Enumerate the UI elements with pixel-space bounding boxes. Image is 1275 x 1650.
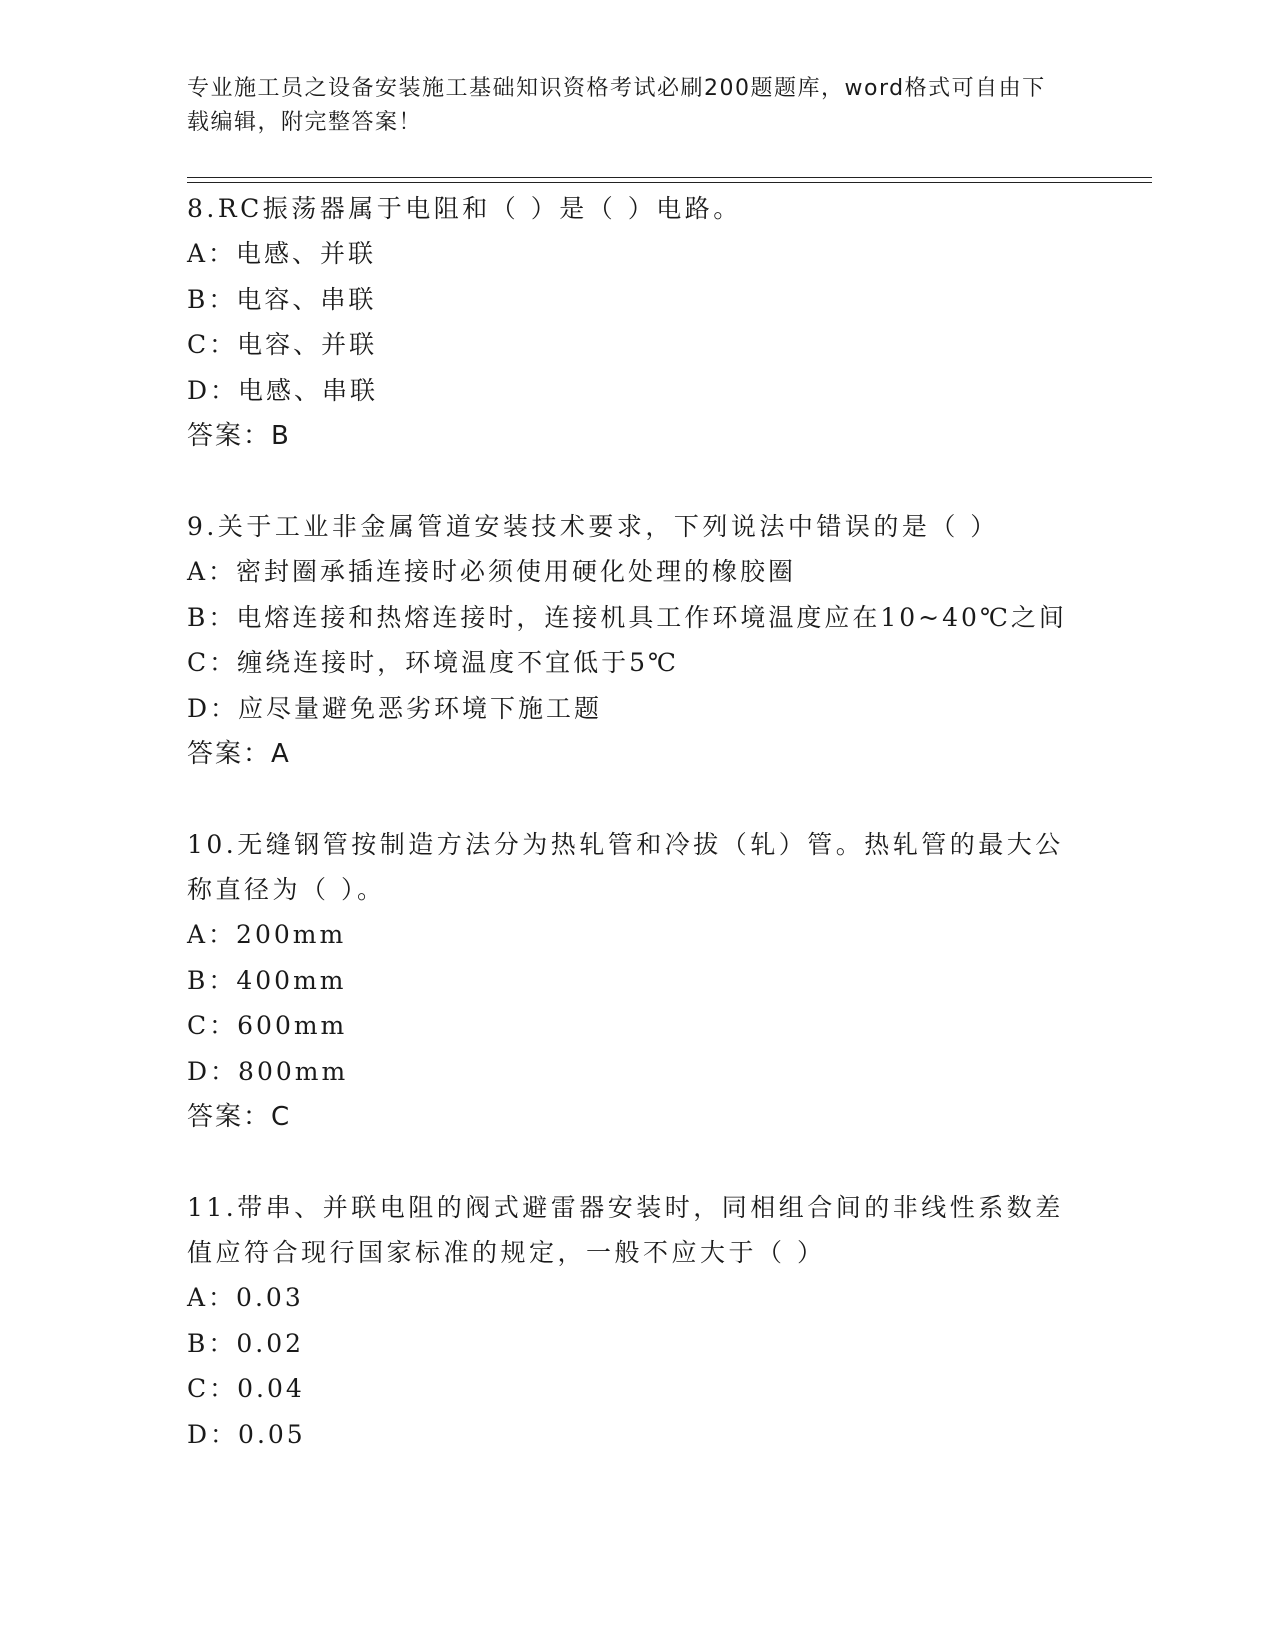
question-9 [187,504,1087,777]
answer-line: 答案：B [187,421,291,451]
option-b: B：电容、串联 [187,284,377,314]
question-11 [187,1185,1087,1457]
question-8 [187,186,1087,459]
question-stem: 9.关于工业非金属管道安装技术要求，下列说法中错误的是（ ） [187,512,999,541]
option-d: D：应尽量避免恶劣环境下施工题 [187,693,603,723]
option-b: B：400mm [187,965,347,995]
option-d: D：电感、串联 [187,375,379,405]
answer-line: 答案：A [187,739,291,769]
option-b: B：电熔连接和热熔连接时，连接机具工作环境温度应在10~40℃之间 [187,602,1067,632]
option-c: C：600mm [187,1011,348,1040]
question-stem: 8.RC振荡器属于电阻和（ ）是（ ）电路。 [187,194,742,223]
option-c: C：缠绕连接时，环境温度不宜低于5℃ [187,648,680,677]
option-a: A：200mm [187,920,347,949]
question-10 [187,822,1087,1140]
option-a: A：电感、并联 [187,239,377,268]
question-stem: 10.无缝钢管按制造方法分为热轧管和冷拔（轧）管。热轧管的最大公称直径为（ ）。 [187,830,1064,904]
option-b: B：0.02 [187,1328,305,1358]
header-note: 专业施工员之设备安装施工基础知识资格考试必刷200题题库，word格式可自由下载编辑，附完整答案！ [187,76,1046,135]
option-c: C：电容、并联 [187,330,378,359]
header-divider-top [187,177,1152,178]
option-d: D：0.05 [187,1419,306,1449]
answer-line: 答案：C [187,1102,292,1132]
option-a: A：0.03 [187,1283,304,1312]
option-d: D：800mm [187,1056,349,1086]
question-stem: 11.带串、并联电阻的阀式避雷器安装时，同相组合间的非线性系数差值应符合现行国家标准的规定，一般不应大于（ ） [187,1193,1064,1267]
option-a: A：密封圈承插连接时必须使用硬化处理的橡胶圈 [187,557,797,586]
header-divider-bottom [187,182,1152,183]
option-c: C：0.04 [187,1374,305,1403]
